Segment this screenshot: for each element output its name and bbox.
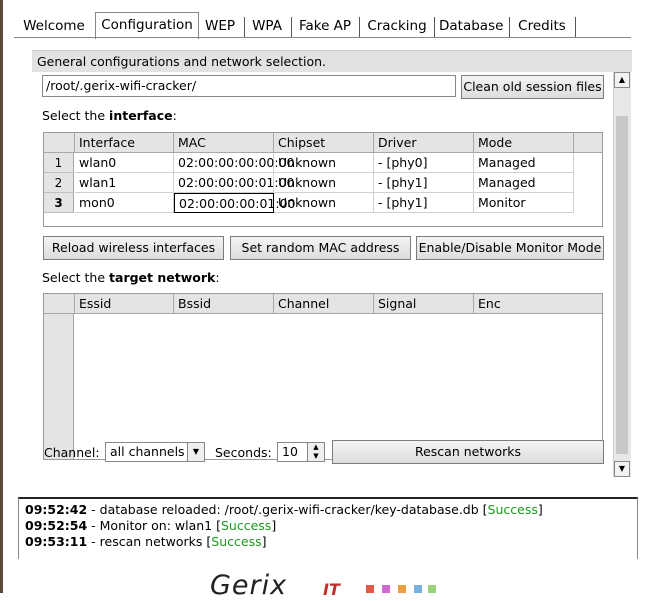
- table-cell[interactable]: wlan1: [75, 173, 174, 193]
- table-corner: [44, 133, 75, 153]
- panel-scrollbar[interactable]: [613, 72, 631, 477]
- select-target-label: Select the target network:: [42, 270, 220, 285]
- table-corner: [44, 294, 75, 314]
- tab-database[interactable]: Database: [439, 18, 504, 34]
- brand-bar: [366, 585, 374, 593]
- column-header-channel[interactable]: Channel: [274, 294, 374, 314]
- table-cell[interactable]: Unknown: [274, 193, 374, 213]
- log-panel: [18, 497, 638, 559]
- table-cell[interactable]: Monitor: [474, 193, 574, 213]
- log-status: Success: [487, 502, 538, 517]
- clean-session-files-button[interactable]: Clean old session files: [461, 75, 604, 99]
- tab-cracking[interactable]: Cracking: [367, 18, 427, 34]
- seconds-spinbox[interactable]: [277, 442, 325, 462]
- table-cell[interactable]: - [phy1]: [374, 173, 474, 193]
- log-status: Success: [211, 534, 262, 549]
- monitor-mode-button[interactable]: Enable/Disable Monitor Mode: [416, 236, 604, 260]
- tab-wep[interactable]: WEP: [204, 18, 236, 34]
- row-number[interactable]: 2: [44, 173, 74, 193]
- brand-bar: [398, 585, 406, 593]
- tab-separator: [244, 17, 245, 38]
- table-cell[interactable]: Managed: [474, 173, 574, 193]
- table-cell[interactable]: - [phy0]: [374, 153, 474, 173]
- channel-label: Channel:: [44, 445, 100, 460]
- tab-separator: [291, 17, 292, 38]
- column-header-filler: [574, 133, 602, 153]
- random-mac-button[interactable]: Set random MAC address: [230, 236, 411, 260]
- tab-underline: [14, 37, 631, 38]
- select-interface-label: Select the interface:: [42, 108, 177, 123]
- channel-select[interactable]: [105, 442, 205, 462]
- tab-separator: [575, 17, 576, 38]
- seconds-label: Seconds:: [215, 445, 272, 460]
- row-number[interactable]: 3: [44, 193, 74, 213]
- interface-table: [43, 132, 603, 227]
- table-cell[interactable]: Unknown: [274, 173, 374, 193]
- column-header-chipset[interactable]: Chipset: [274, 133, 374, 153]
- tab-separator: [359, 17, 360, 38]
- panel-header: General configurations and network selection.: [32, 50, 632, 72]
- log-line: 09:52:42 - database reloaded: /root/.gerix-wifi-cracker/key-database.db [Success]: [25, 502, 543, 517]
- column-header-mode[interactable]: Mode: [474, 133, 574, 153]
- dropdown-arrow-icon[interactable]: ▼: [187, 443, 204, 461]
- tab-bar: [14, 12, 614, 38]
- tab-separator: [434, 17, 435, 38]
- seconds-value: 10: [282, 444, 298, 459]
- brand-bar: [428, 585, 436, 593]
- networks-table[interactable]: [43, 293, 603, 460]
- row-number[interactable]: 1: [44, 153, 74, 173]
- log-line: 09:52:54 - Monitor on: wlan1 [Success]: [25, 518, 277, 533]
- table-cell[interactable]: - [phy1]: [374, 193, 474, 213]
- log-status: Success: [220, 518, 272, 533]
- scrollbar-thumb[interactable]: [616, 116, 628, 454]
- column-header-essid[interactable]: Essid: [75, 294, 174, 314]
- column-header-enc[interactable]: Enc: [474, 294, 602, 314]
- table-cell[interactable]: 02:00:00:00:01:00: [174, 173, 274, 193]
- table-cell[interactable]: Unknown: [274, 153, 374, 173]
- tab-configuration[interactable]: Configuration: [95, 12, 199, 39]
- brand-logo-text: Gerix: [210, 570, 288, 601]
- table-cell[interactable]: Managed: [474, 153, 574, 173]
- channel-select-value: all channels: [110, 444, 185, 459]
- row-header-column: [44, 314, 74, 459]
- brand-logo-suffix: IT: [323, 580, 340, 599]
- reload-interfaces-button[interactable]: Reload wireless interfaces: [43, 236, 224, 260]
- column-header-driver[interactable]: Driver: [374, 133, 474, 153]
- column-header-mac[interactable]: MAC: [174, 133, 274, 153]
- table-cell[interactable]: 02:00:00:00:00:00: [174, 153, 274, 173]
- tab-credits[interactable]: Credits: [518, 18, 566, 34]
- tab-welcome[interactable]: Welcome: [23, 18, 85, 34]
- scroll-down-arrow-icon[interactable]: ▼: [614, 461, 630, 477]
- spinner-arrows-icon[interactable]: ▲ ▼: [307, 443, 324, 461]
- column-header-signal[interactable]: Signal: [374, 294, 474, 314]
- window-edge: [0, 0, 3, 593]
- tab-fake-ap[interactable]: Fake AP: [298, 18, 352, 34]
- brand-bar: [414, 585, 422, 593]
- table-cell-selected[interactable]: 02:00:00:00:01:00: [174, 193, 274, 213]
- scroll-up-arrow-icon[interactable]: ▲: [614, 72, 630, 88]
- table-cell[interactable]: wlan0: [75, 153, 174, 173]
- session-path-input[interactable]: /root/.gerix-wifi-cracker/: [42, 75, 456, 97]
- log-line: 09:53:11 - rescan networks [Success]: [25, 534, 267, 549]
- brand-bar: [382, 585, 390, 593]
- rescan-networks-button[interactable]: Rescan networks: [332, 440, 604, 464]
- table-cell[interactable]: mon0: [75, 193, 174, 213]
- tab-separator: [509, 17, 510, 38]
- column-header-interface[interactable]: Interface: [75, 133, 174, 153]
- column-header-bssid[interactable]: Bssid: [174, 294, 274, 314]
- tab-wpa[interactable]: WPA: [252, 18, 282, 34]
